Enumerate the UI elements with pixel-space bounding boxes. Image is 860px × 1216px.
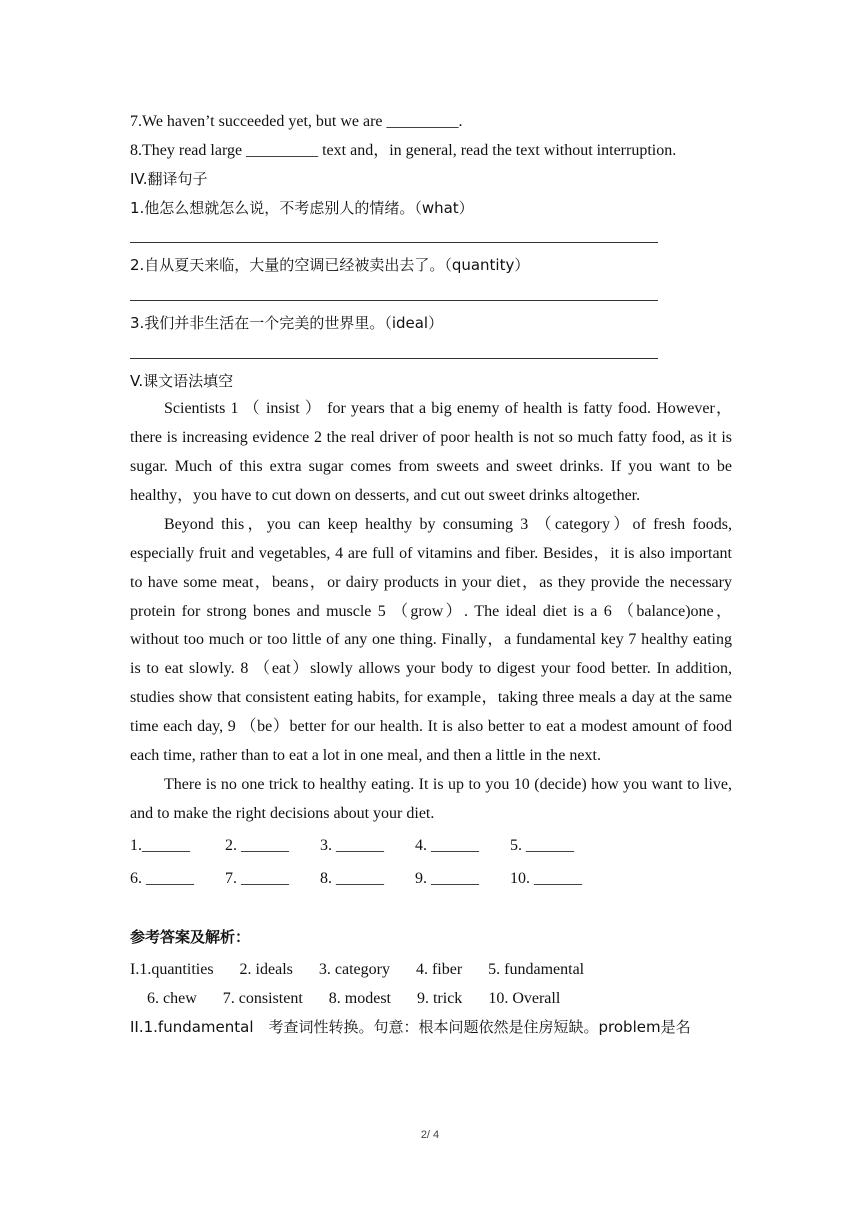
blank-5: 5. ______	[510, 836, 574, 854]
blank-answer-grid	[130, 829, 650, 895]
blank-9: 9. ______	[415, 869, 479, 887]
section-4-title: IV.翻译句子	[130, 170, 208, 189]
blank-10: 10. ______	[510, 869, 582, 887]
blank-8: 8. ______	[320, 869, 384, 887]
answer-item: 7. consistent	[222, 989, 303, 1007]
translation-item-3: 3.我们并非生活在一个完美的世界里。（ideal）	[130, 313, 444, 332]
answer-item: 4. fiber	[415, 960, 463, 978]
passage-paragraph-1: Scientists 1 （ insist ） for years that a big enemy of health is fatty food. However，there is increasing evidence 2 the real driver of poor health is not so much fatty food, as it is sugar. Much of this extra sugar comes from sweets and sweet drinks. If you want to be healthy，you have to cut down on desserts, and cut out sweet drinks altogether.	[130, 400, 732, 504]
question-8: 8.They read large _________ text and，in general, read the text without interruption.	[130, 141, 677, 159]
answer-line	[130, 338, 658, 359]
answer-item: 9. trick	[416, 989, 463, 1007]
page-number: 2/ 4	[420, 1129, 440, 1141]
passage-paragraph-2: Beyond this，you can keep healthy by consuming 3 （category）of fresh foods, especially fruit and vegetables, 4 are full of vitamins and fiber. Besides，it is also important to have some meat，beans，or dairy products in your diet，as they provide the necessary protein for strong bones and muscle 5 （grow）. The ideal diet is a 6 （balance)one，without too much or too little of any one thing. Finally，a fundamental key 7 healthy eating is to eat slowly. 8 （eat）slowly allows your body to digest your food better. In addition, studies show that consistent eating habits, for example，taking three meals a day at the same time each day, 9 （be）better for our health. It is also better to eat a modest amount of food each time, rather than to eat a lot in one meal, and then a little in the next.	[130, 515, 732, 765]
answer-item: 6. chew	[147, 989, 197, 1007]
blank-7: 7. ______	[225, 869, 289, 887]
document-page	[130, 108, 732, 1042]
answer-line	[130, 222, 658, 243]
answers-line-2	[130, 984, 732, 1013]
answer-item: I.1.quantities	[130, 960, 214, 978]
answer-item: 8. modest	[328, 989, 391, 1007]
passage-paragraph-3: There is no one trick to healthy eating. It is up to you 10 (decide) how you want to live, and to make the right decisions about your diet.	[130, 775, 732, 822]
answer-item: 2. ideals	[239, 960, 293, 978]
section-5-title: V.课文语法填空	[130, 371, 234, 390]
translation-item-1: 1.他怎么想就怎么说，不考虑别人的情绪。（what）	[130, 198, 474, 217]
answers-line-1	[130, 955, 732, 984]
blank-6: 6. ______	[130, 869, 194, 887]
answers-heading: 参考答案及解析：	[130, 927, 251, 946]
answers-line-3: II.1.fundamental 考查词性转换。句意：根本问题依然是住房短缺。problem是名	[130, 1017, 691, 1036]
answer-item: 10. Overall	[488, 989, 561, 1007]
answer-item: 5. fundamental	[488, 960, 585, 978]
blank-4: 4. ______	[415, 836, 479, 854]
question-7: 7.We haven’t succeeded yet, but we are _________.	[130, 113, 463, 130]
blank-3: 3. ______	[320, 836, 384, 854]
translation-item-2: 2.自从夏天来临，大量的空调已经被卖出去了。（quantity）	[130, 256, 530, 275]
answer-item: 3. category	[318, 960, 390, 978]
answer-line	[130, 280, 658, 301]
blank-1: 1.______	[130, 836, 190, 854]
blank-2: 2. ______	[225, 836, 289, 854]
